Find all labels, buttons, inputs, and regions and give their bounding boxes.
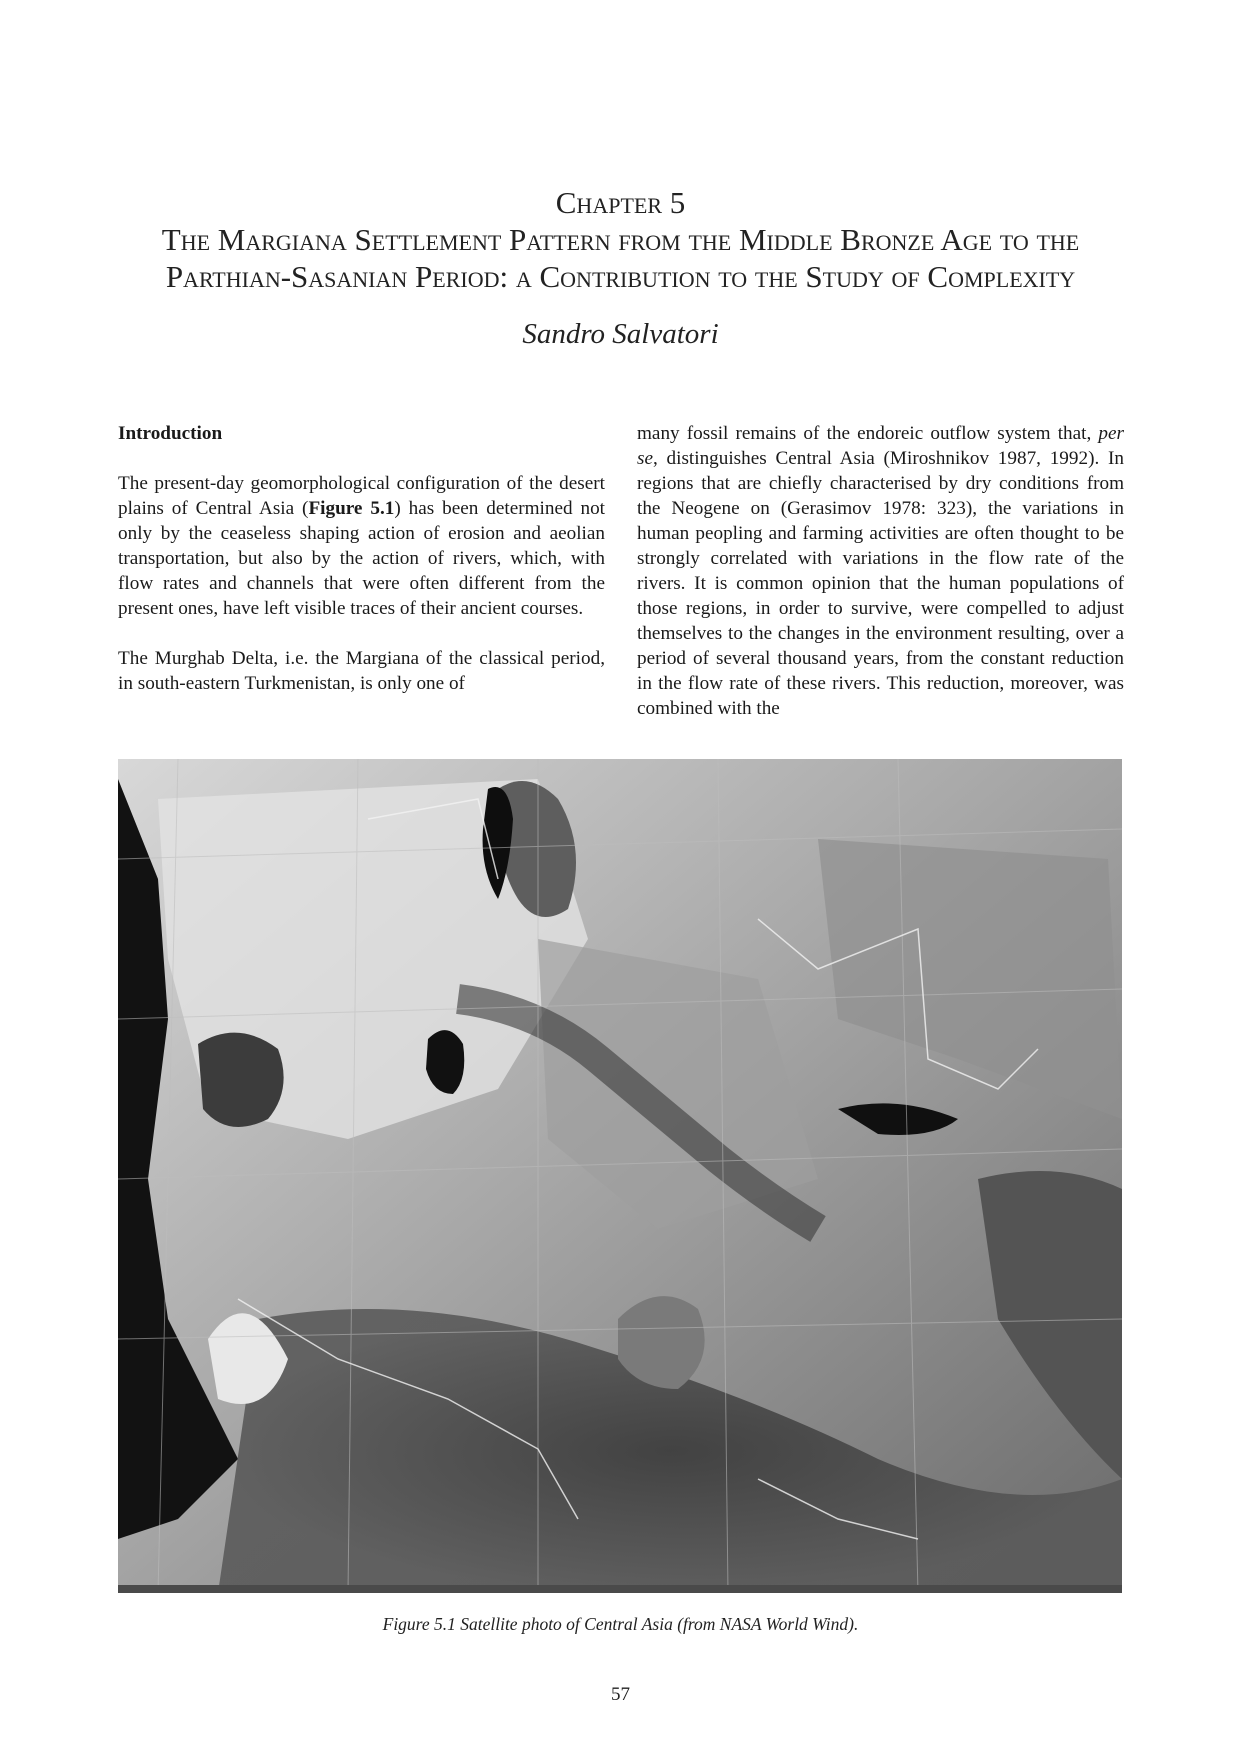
right-p1-text-b: , distinguishes Central Asia (Miroshnikov 1987, 1992). In regions that are chiefly characterised by dry conditions from the Neogene on (Gerasimov 1978: 323), the variations in human peopling and farming activities are often thought to be strongly correlated with variations in the flow rate of the rivers. It is common opinion that the human populations of those regions, in order to survive, were compelled to adjust themselves to the changes in the environment resulting, over a period of several thousand years, from the constant reduction in the flow rate of these rivers. This reduction, moreover, was combined with the: [637, 448, 1124, 719]
section-title: Introduction: [118, 423, 223, 444]
left-column: [118, 421, 605, 696]
left-paragraph-2: The Murghab Delta, i.e. the Margiana of the classical period, in south-eastern Turkmenistan, is only one of: [118, 648, 605, 694]
right-p1-text-a: many fossil remains of the endoreic outflow system that,: [637, 423, 1099, 444]
left-paragraph-1: [118, 471, 605, 621]
left-p1-text-b: ) has been determined not only by the ceaseless shaping action of erosion and aeolian transportation, but also by the action of rivers, which, with flow rates and channels that were often different from the present ones, have left visible traces of their ancient courses.: [118, 498, 605, 619]
figure-caption: Figure 5.1 Satellite photo of Central Asia (from NASA World Wind).: [382, 1614, 859, 1634]
figure-reference: Figure 5.1: [308, 498, 395, 519]
chapter-title-line-2: Parthian-Sasanian Period: a Contribution to the Study of Complexity: [165, 259, 1076, 294]
italic-term: per se: [637, 423, 1124, 469]
satellite-photo: [118, 759, 1122, 1593]
chapter-title-line-1: The Margiana Settlement Pattern from the Middle Bronze Age to the: [161, 222, 1080, 257]
left-p1-text-a: The present-day geomorphological configuration of the desert plains of Central Asia (: [118, 473, 605, 519]
right-column: [637, 421, 1124, 721]
page-number: 57: [611, 1684, 630, 1705]
chapter-label: Chapter 5: [555, 185, 686, 220]
author-name: Sandro Salvatori: [522, 318, 719, 350]
chapter-heading: [100, 184, 1141, 295]
satellite-photo-graphic: [118, 759, 1122, 1593]
right-paragraph-1: [637, 421, 1124, 721]
